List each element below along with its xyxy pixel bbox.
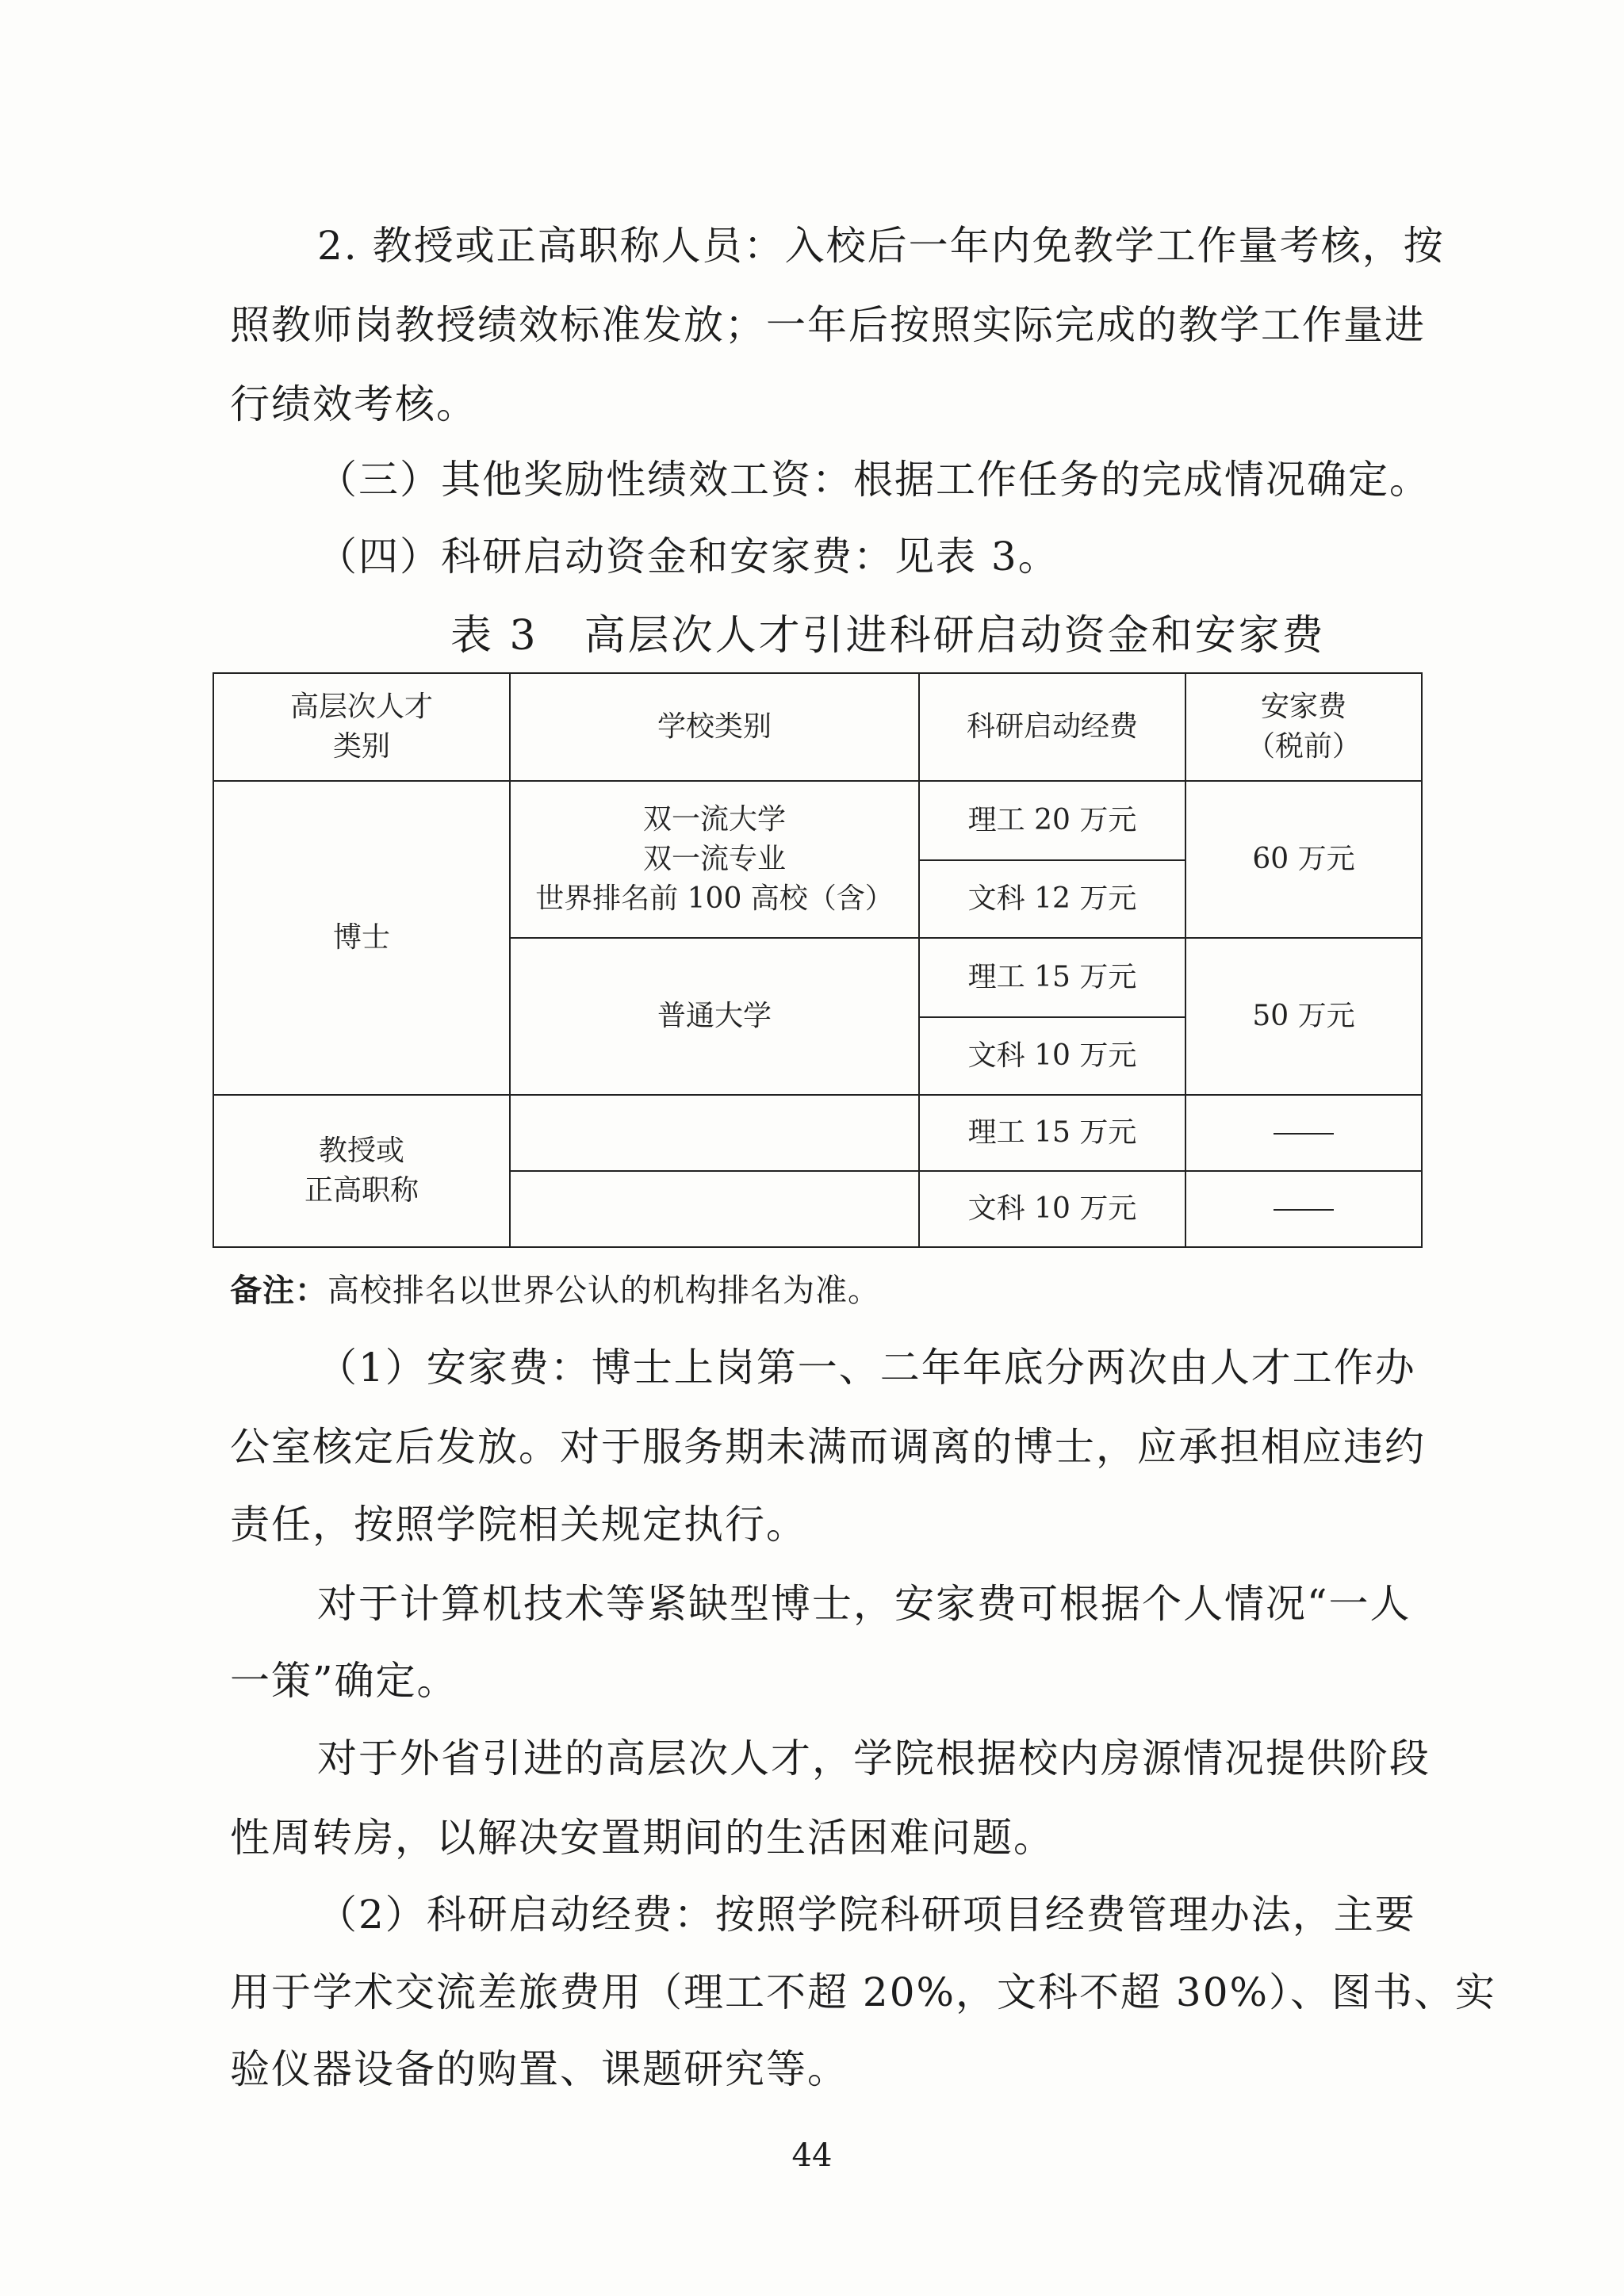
cell-doctor-tier1-settlement: 60 万元: [1185, 781, 1422, 938]
after-p4-line2: 用于学术交流差旅费用（理工不超 20%，文科不超 30%）、图书、实: [230, 1969, 1497, 2015]
cell-doctor-tier2-school: 普通大学: [510, 938, 919, 1095]
cell-professor-school-empty: [510, 1171, 919, 1247]
header-talent-category: 高层次人才 类别: [213, 673, 510, 781]
cell-doctor-tier1-fund-arts: 文科 12 万元: [919, 860, 1185, 938]
table-caption-number: 表 3: [450, 612, 538, 660]
table-row: [213, 1095, 1422, 1171]
cell-doctor: 博士: [213, 781, 510, 1095]
after-p3-line2: 性周转房，以解决安置期间的生活困难问题。: [230, 1815, 1055, 1861]
table-header-row: [213, 673, 1422, 781]
table-row: [213, 781, 1422, 860]
table-caption: [450, 610, 1326, 661]
after-p3-line1: 对于外省引进的高层次人才，学院根据校内房源情况提供阶段: [317, 1735, 1431, 1781]
cell-professor-settlement-arts: [1185, 1171, 1422, 1247]
cell-doctor-tier2-settlement: 50 万元: [1185, 938, 1422, 1095]
page-number: 44: [791, 2137, 833, 2174]
table-note: [230, 1269, 880, 1313]
cell-professor-school-empty: [510, 1095, 919, 1171]
cell-doctor-tier1-fund-sci: 理工 20 万元: [919, 781, 1185, 860]
para1-line2: 照教师岗教授绩效标准发放；一年后按照实际完成的教学工作量进: [230, 302, 1426, 348]
header-school-type: 学校类别: [510, 673, 919, 781]
after-p1-line1: （1）安家费：博士上岗第一、二年年底分两次由人才工作办: [317, 1345, 1416, 1391]
cell-doctor-tier1-school: 双一流大学 双一流专业 世界排名前 100 高校（含）: [510, 781, 919, 938]
note-text: 高校排名以世界公认的机构排名为准。: [327, 1272, 880, 1309]
after-p1-line2: 公室核定后发放。对于服务期未满而调离的博士，应承担相应违约: [230, 1424, 1426, 1470]
dash-mark: [1274, 1133, 1334, 1135]
after-p2-line2: 一策”确定。: [230, 1658, 458, 1704]
after-p4-line1: （2）科研启动经费：按照学院科研项目经费管理办法，主要: [317, 1892, 1416, 1938]
talent-funding-table: [213, 672, 1423, 1248]
header-research-fund: 科研启动经费: [919, 673, 1185, 781]
cell-professor: 教授或 正高职称: [213, 1095, 510, 1247]
header-settlement-fee: 安家费 （税前）: [1185, 673, 1422, 781]
para3: （四）科研启动资金和安家费：见表 3。: [317, 534, 1059, 580]
para1-line1: 2. 教授或正高职称人员：入校后一年内免教学工作量考核，按: [317, 223, 1445, 269]
cell-doctor-tier2-fund-arts: 文科 10 万元: [919, 1017, 1185, 1095]
cell-professor-fund-arts: 文科 10 万元: [919, 1171, 1185, 1247]
after-p1-line3: 责任，按照学院相关规定执行。: [230, 1502, 807, 1548]
para2: （三）其他奖励性绩效工资：根据工作任务的完成情况确定。: [317, 457, 1431, 503]
para1-line3: 行绩效考核。: [230, 381, 477, 427]
note-label: 备注：: [230, 1272, 327, 1309]
cell-professor-settlement-sci: [1185, 1095, 1422, 1171]
dash-mark: [1274, 1209, 1334, 1211]
cell-professor-fund-sci: 理工 15 万元: [919, 1095, 1185, 1171]
table-caption-title: 高层次人才引进科研启动资金和安家费: [584, 612, 1326, 660]
after-p2-line1: 对于计算机技术等紧缺型博士，安家费可根据个人情况“一人: [317, 1581, 1411, 1627]
cell-doctor-tier2-fund-sci: 理工 15 万元: [919, 938, 1185, 1017]
after-p4-line3: 验仪器设备的购置、课题研究等。: [230, 2046, 848, 2092]
